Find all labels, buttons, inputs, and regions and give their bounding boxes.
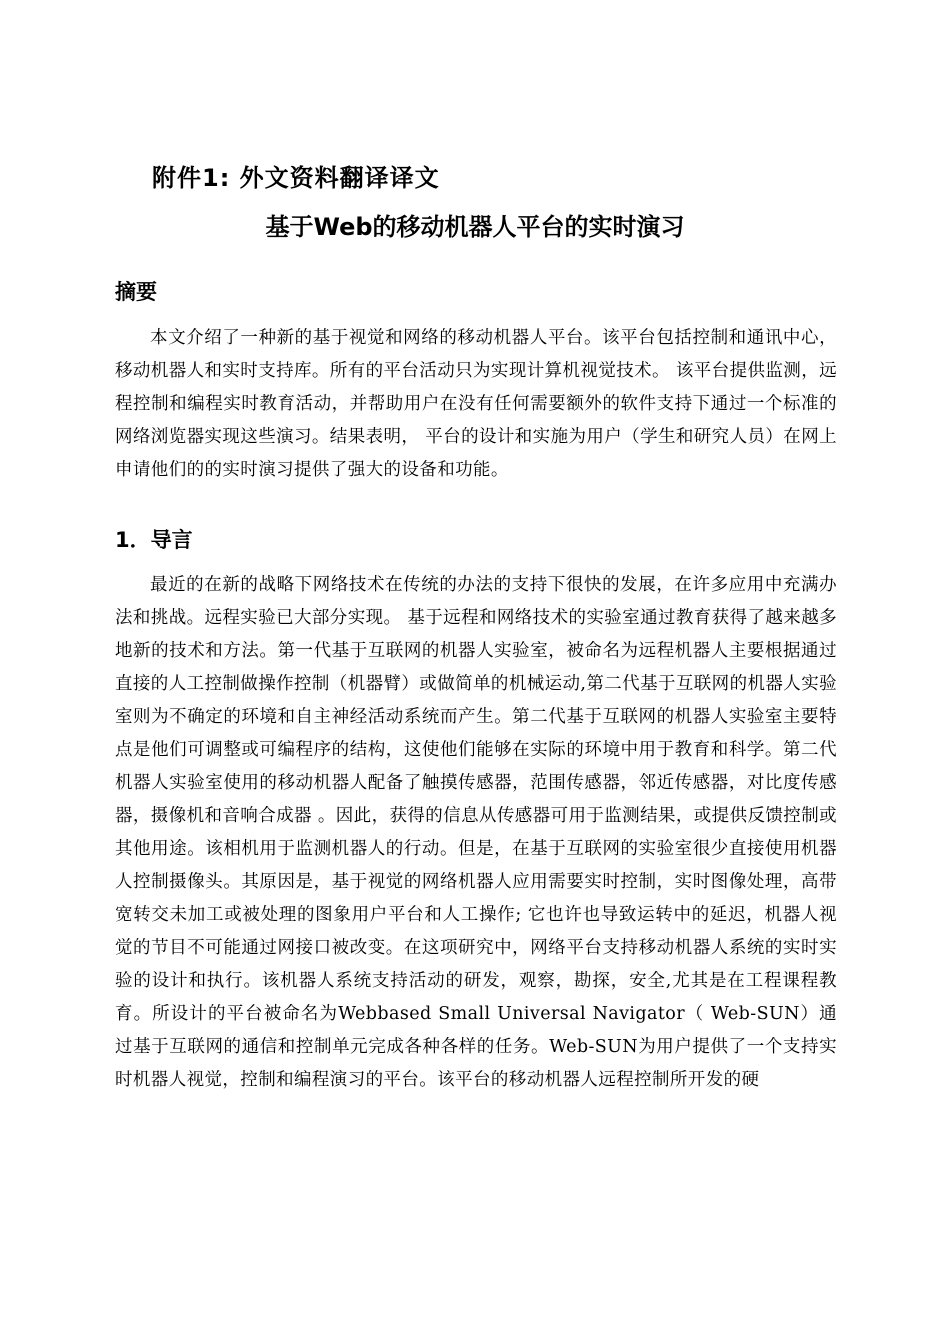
abstract-paragraph: 本文介绍了一种新的基于视觉和网络的移动机器人平台。该平台包括控制和通讯中心，移动机器人和实时支持库。所有的平台活动只为实现计算机视觉技术。 该平台提供监测，远程控制和编程实时教育活动，并帮助用户在没有任何需要额外的软件支持下通过一个标准的网络浏览器实现这些演习。结果表明， 平台的设计和实施为用户（学生和研究人员）在网上申请他们的的实时演习提供了强大的设备和功能。 [115, 328, 837, 480]
introduction-heading: 1．导言 [115, 528, 193, 552]
abstract-heading: 摘要 [115, 280, 157, 304]
paper-title: 基于Web的移动机器人平台的实时演习 [265, 213, 685, 241]
introduction-paragraph: 最近的在新的战略下网络技术在传统的办法的支持下很快的发展，在许多应用中充满办法和挑战。远程实验已大部分实现。 基于远程和网络技术的实验室通过教育获得了越来越多地新的技术和方法。第一代基于互联网的机器人实验室，被命名为远程机器人主要根据通过直接的人工控制做操作控制（机器臂）或做简单的机械运动,第二代基于互联网的机器人实验室则为不确定的环境和自主神经活动系统而产生。第二代基于互联网的机器人实验室主要特点是他们可调整或可编程序的结构，这使他们能够在实际的环境中用于教育和科学。第二代机器人实验室使用的移动机器人配备了触摸传感器，范围传感器，邻近传感器，对比度传感器，摄像机和音响合成器 。因此，获得的信息从传感器可用于监测结果，或提供反馈控制或其他用途。该相机用于监测机器人的行动。但是，在基于互联网的实验室很少直接使用机器人控制摄像头。其原因是，基于视觉的网络机器人应用需要实时控制，实时图像处理，高带宽转交未加工或被处理的图象用户平台和人工操作; 它也许也导致运转中的延迟，机器人视觉的节目不可能通过网接口被改变。在这项研究中，网络平台支持移动机器人系统的实时实验的设计和执行。该机器人系统支持活动的研发，观察，勘探，安全,尤其是在工程课程教育。所设计的平台被命名为Webbased Small Universal Navigator（ Web-SUN）通过基于互联网的通信和控制单元完成各种各样的任务。Web-SUN为用户提供了一个支持实时机器人视觉，控制和编程演习的平台。该平台的移动机器人远程控制所开发的硬 [115, 575, 837, 1090]
attachment-title: 附件1: 外文资料翻译译文 [152, 164, 440, 192]
